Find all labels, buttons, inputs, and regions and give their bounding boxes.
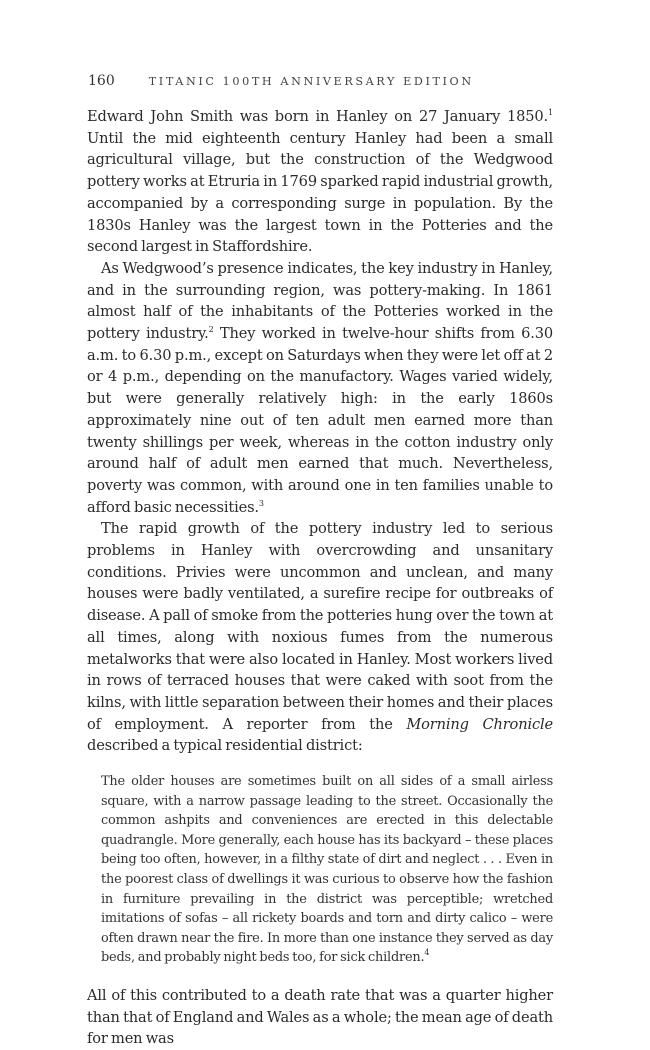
footnote-ref-1: 1 — [548, 108, 553, 117]
paragraph-1-text: Edward John Smith was born in Hanley on 27 January 1850. — [87, 108, 549, 125]
paragraph-4 — [87, 985, 553, 1050]
paragraph-2 — [87, 258, 553, 518]
paragraph-2-text-cont: They worked in twelve-hour shifts from 6.30 a.m. to 6.30 p.m., except on Saturdays when they were let off at 2 or 4 p.m., depending on the manufactory. Wages varied widely, but were generally relatively high: in the early 1860s approximately nine out of ten adult men earned more than twenty shillings per week, whereas in the cotton industry only around half of adult men earned that much. Nevertheless, poverty was common, with around one in ten families unable to afford basic necessities. — [87, 325, 553, 516]
running-head — [88, 73, 474, 91]
block-quotation — [101, 772, 553, 968]
paragraph-3-text-cont: described a typical residential district: — [87, 737, 363, 755]
paragraph-1 — [87, 106, 553, 258]
running-title: TITANIC 100TH ANNIVERSARY EDITION — [148, 75, 474, 88]
paragraph-4-text: All of this contributed to a death rate that was a quarter higher than that of England and Wales as a whole; the mean age of death for men was — [87, 987, 553, 1048]
paragraph-3 — [87, 518, 553, 757]
paragraph-1-text-cont: Until the mid eighteenth century Hanley had been a small agricultural village, but the construction of the Wedgwood pottery works at Etruria in 1769 sparked rapid industrial growth, accompanied by a corresponding surge in population. By the 1830s Hanley was the largest town in the Potteries and the second largest in Staffordshire. — [87, 129, 553, 256]
footnote-ref-2: 2 — [208, 325, 214, 335]
newspaper-title: Morning Chronicle — [406, 715, 553, 733]
footnote-ref-3: 3 — [258, 498, 264, 508]
paragraph-3-text: The rapid growth of the pottery industry led to serious problems in Hanley with overcrowding and unsanitary conditions. Privies were uncommon and unclean, and many houses were badly ventilated, a surefire recipe for outbreaks of disease. A pall of smoke from the potteries hung over the town at all times, along with noxious fumes from the numerous metalworks that were also located in Hanley. Most workers lived in rows of terraced houses that were caked with soot from the kilns, with little separation between their homes and their places of employment. A reporter from the — [87, 520, 553, 733]
footnote-ref-4: 4 — [424, 948, 430, 958]
paragraph-2-text: As Wedgwood’s presence indicates, the key industry in Hanley, and in the surrounding region, was pottery-making. In 1861 almost half of the inhabitants of the Potteries worked in the pottery industry. — [87, 259, 553, 343]
body-text — [87, 106, 553, 1050]
quotation-text: The older houses are sometimes built on all sides of a small airless square, with a narrow passage leading to the street. Occasionally the common ashpits and conveniences are erected in this delectable quadrangle. More generally, each house has its backyard – these places being too often, however, in a filthy state of dirt and neglect . . . Even in the poorest class of dwellings it was curious to observe how the fashion in furniture prevailing in the district was perceptible; wretched imitations of sofas – all rickety boards and torn and dirty calico – were often drawn near the fire. In more than one instance they served as day beds, and probably night beds too, for sick children. — [101, 774, 553, 966]
page-number: 160 — [88, 73, 115, 89]
